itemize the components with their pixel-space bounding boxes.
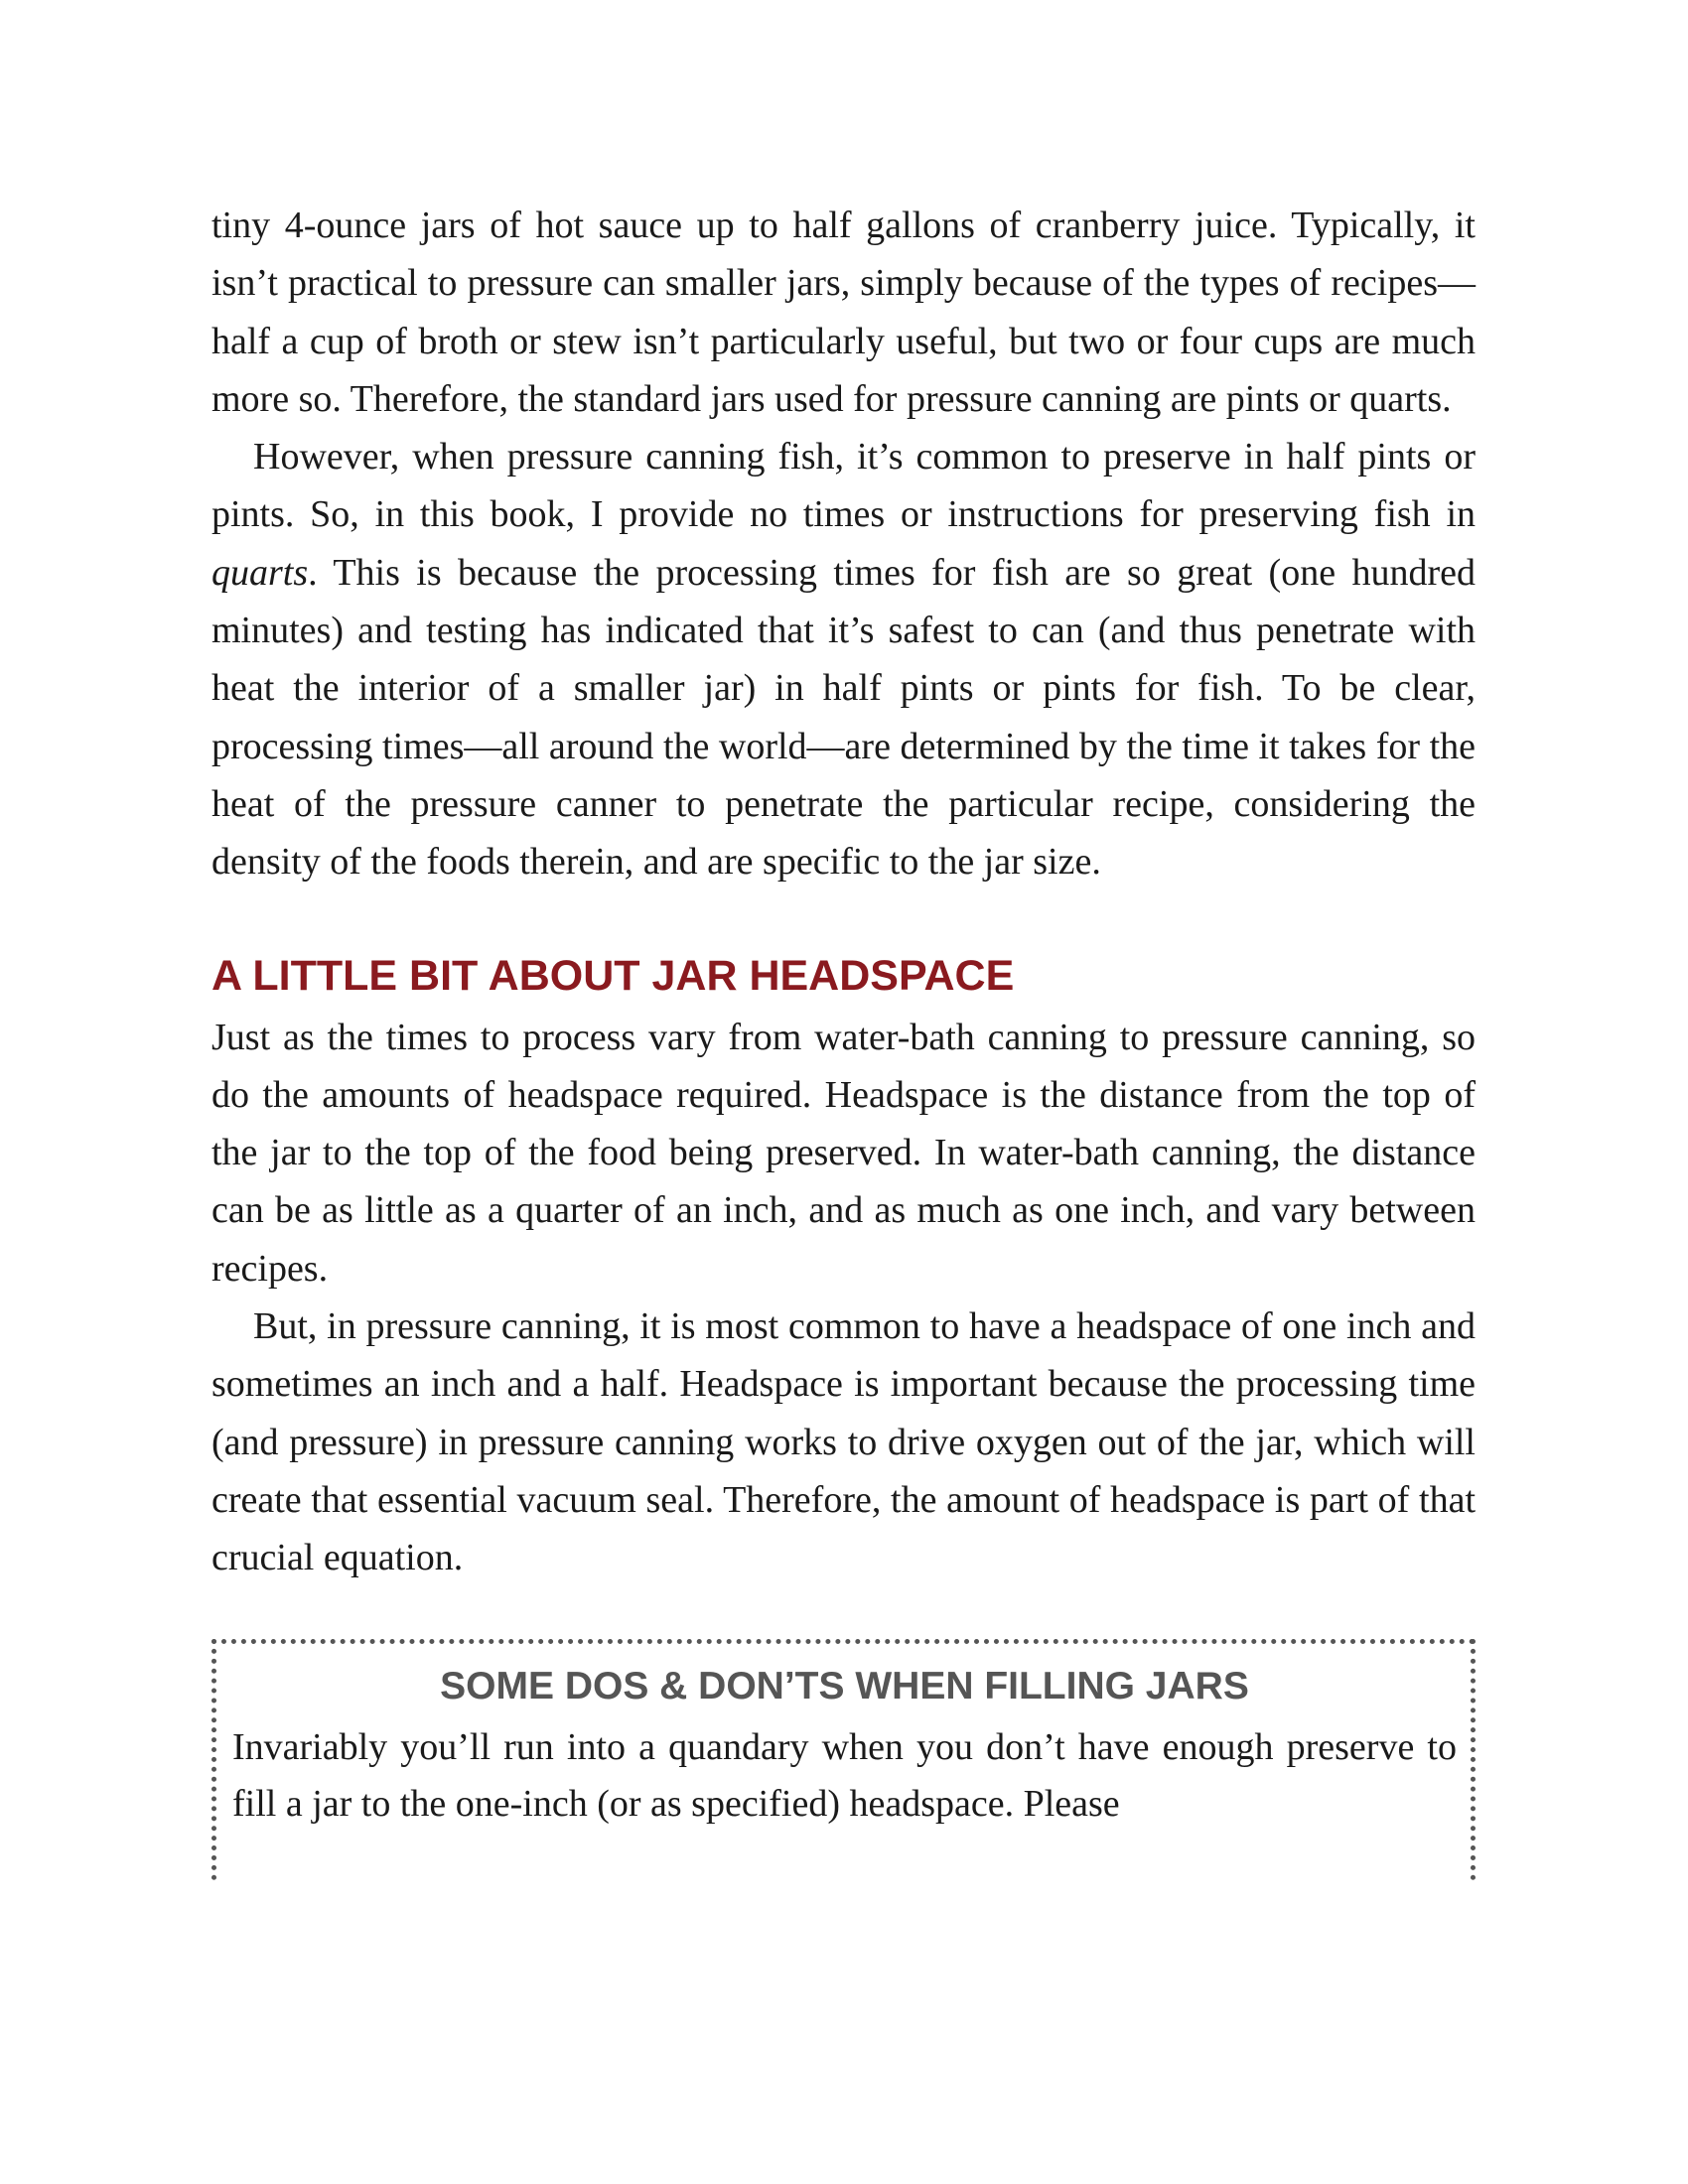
headspace-paragraph-2: But, in pressure canning, it is most common to have a headspace of one inch and sometimes an inch and a half. Headspace is important because the processing time (and pressure) in pressure canning works to drive oxygen out of the jar, which will create that essential vacuum seal. Therefore, the amount of headspace is part of that crucial equation. <box>211 1305 1476 1579</box>
page-content <box>211 197 1476 1880</box>
body-paragraph-2 <box>211 428 1476 890</box>
headspace-paragraph-1: Just as the times to process vary from water-bath canning to pressure canning, so do the amounts of headspace required. Headspace is the distance from the top of the jar to the top of the food being preserved. In water-bath canning, the distance can be as little as a quarter of an inch, and as much as one inch, and vary between recipes. <box>211 1016 1476 1290</box>
paragraph-2-text-start: However, when pressure canning fish, it’s common to preserve in half pints or pints. So, in this book, I provide no times or instructions for preserving fish in <box>211 436 1476 536</box>
sidebar-title: SOME DOS & DON’TS WHEN FILLING JARS <box>440 1664 1249 1707</box>
section-heading: A LITTLE BIT ABOUT JAR HEADSPACE <box>211 951 1015 1000</box>
body-paragraph-1: tiny 4-ounce jars of hot sauce up to half gallons of cranberry juice. Typically, it isn’t practical to pressure can smaller jars, simply because of the types of recipes—half a cup of broth or stew isn’t particularly useful, but two or four cups are much more so. Therefore, the standard jars used for pressure canning are pints or quarts. <box>211 205 1476 420</box>
sidebar-text: Invariably you’ll run into a quandary when you don’t have enough preserve to fill a jar to the one-inch (or as specified) headspace. Please <box>232 1725 1457 1825</box>
emphasis-quarts: quarts <box>211 551 309 594</box>
tips-sidebar-box <box>211 1639 1476 1880</box>
paragraph-2-text-end: . This is because the processing times for fish are so great (one hundred minutes) and testing has indicated that it’s safest to can (and thus penetrate with heat the interior of a smaller jar) in half pints or pints for fish. To be clear, processing times—all around the world—are determined by the time it takes for the heat of the pressure canner to penetrate the particular recipe, considering the density of the foods therein, and are specific to the jar size. <box>211 551 1476 884</box>
